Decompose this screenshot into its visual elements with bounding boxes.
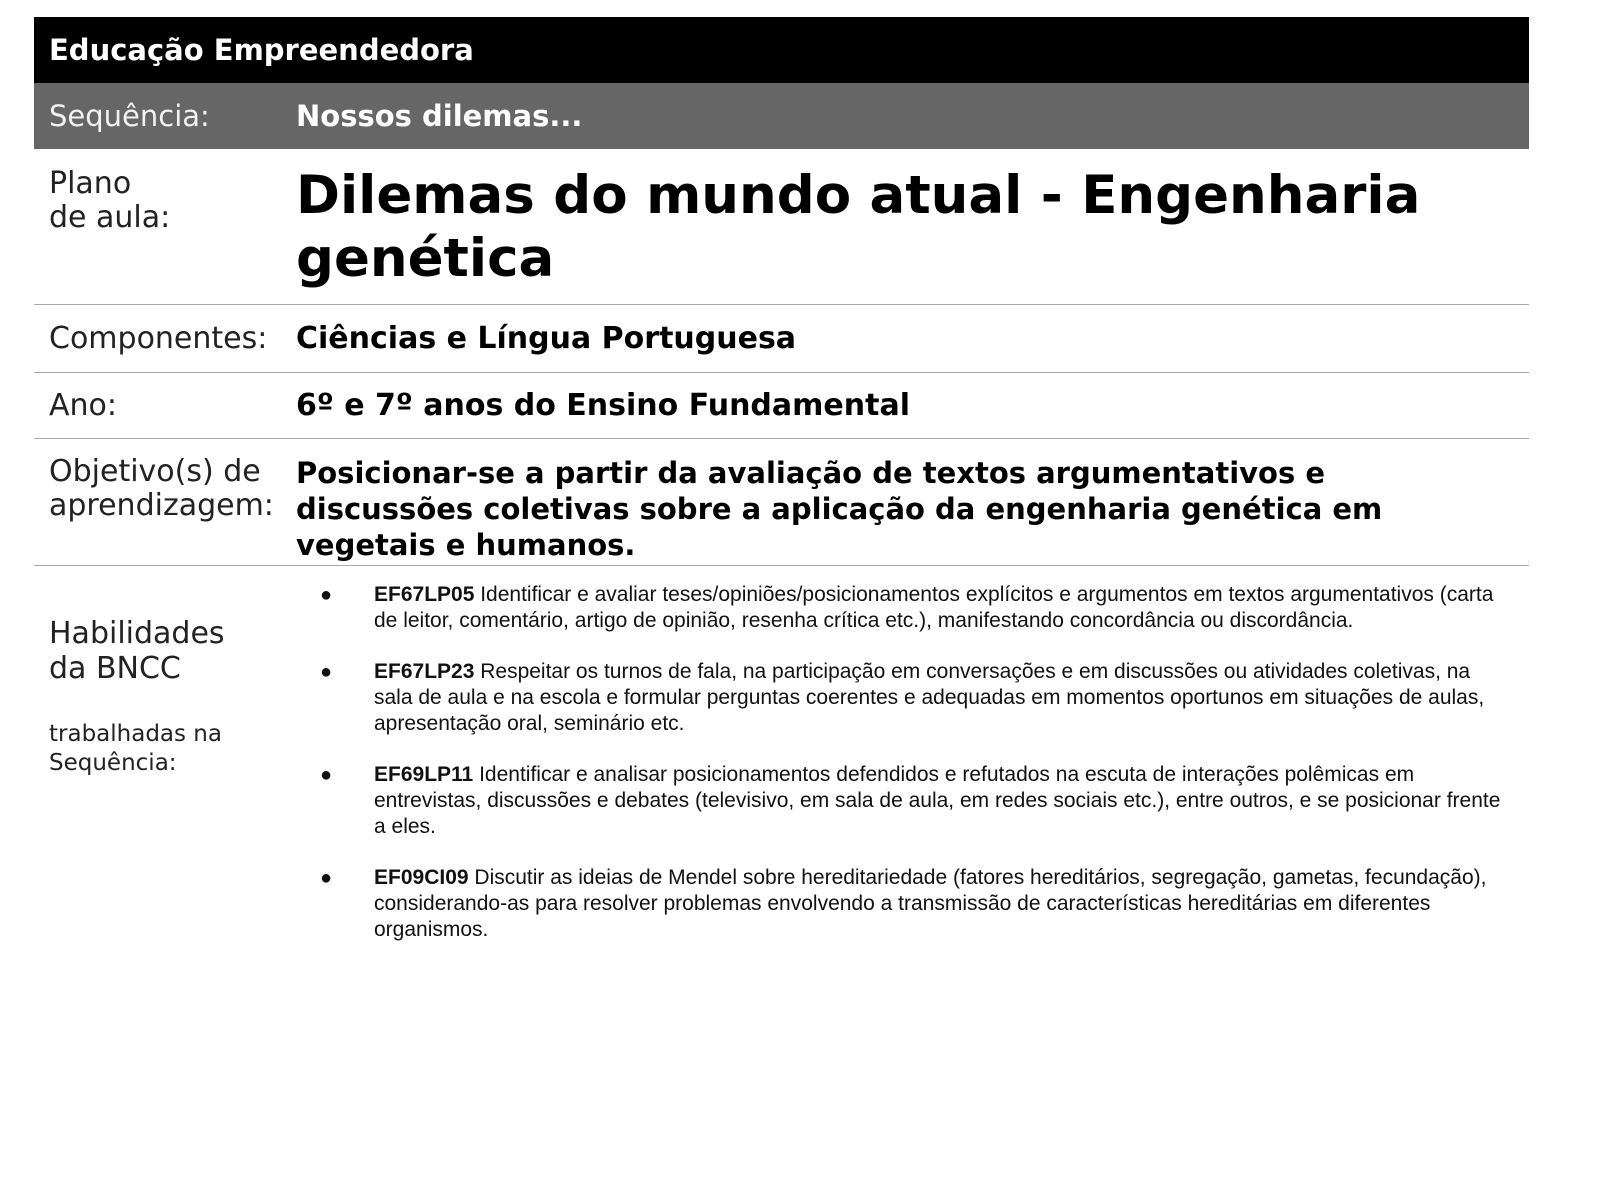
header-title: Educação Empreendedora [49,33,474,67]
list-item [296,582,1529,634]
skill-code: EF09CI09 [374,866,469,889]
skill-code: EF69LP11 [374,763,474,786]
habilidades-label [34,566,296,968]
skill-text: Identificar e avaliar teses/opiniões/posicionamentos explícitos e argumentos em textos argumentativos (carta de leitor, comentário, artigo de opinião, resenha crítica etc.), manifestando concordância ou discordância. [374,583,1494,632]
componentes-value: Ciências e Língua Portuguesa [296,320,797,356]
ano-row [34,373,1529,439]
skill-text: Respeitar os turnos de fala, na participação em conversações e em discussões ou atividades coletivas, na sala de aula e na escola e formular perguntas coerentes e adequadas em momentos oportunos em situações de aulas, apresentação oral, seminário etc. [374,660,1485,735]
skills-list [296,566,1529,968]
skill-text: Identificar e analisar posicionamentos defendidos e refutados na escuta de interações polêmicas em entrevistas, discussões e debates (televisivo, em sala de aula, em redes sociais etc.), entre outros, e se posicionar frente a eles. [374,763,1501,838]
skill-text: Discutir as ideias de Mendel sobre hereditariedade (fatores hereditários, segregação, gametas, fecundação), considerando-as para resolver problemas envolvendo a transmissão de características hereditárias em diferentes organismos. [374,866,1487,941]
habilidades-label-sub: trabalhadas na Sequência: [49,721,222,776]
habilidades-label-main: Habilidades da BNCC [49,616,225,686]
plano-label: Plano de aula: [49,166,171,235]
list-item [296,762,1529,840]
bullet-icon: ● [320,661,333,683]
bullet-icon: ● [320,764,333,786]
bullet-icon: ● [320,867,333,889]
ano-label: Ano: [49,387,117,423]
componentes-label: Componentes: [49,320,268,356]
sequence-label: Sequência: [49,99,210,133]
skill-code: EF67LP23 [374,660,475,683]
list-item [296,865,1529,943]
bullet-icon: ● [320,584,333,606]
skill-code: EF67LP05 [374,583,475,606]
plano-row [34,149,1529,305]
ano-value: 6º e 7º anos do Ensino Fundamental [296,387,910,423]
lesson-plan-sheet [34,17,1529,968]
objetivos-value: Posicionar-se a partir da avaliação de textos argumentativos e discussões coletivas sobre a aplicação da engenharia genética em vegetais e humanos. [296,456,1383,562]
componentes-row [34,305,1529,373]
sequence-bar [34,83,1529,149]
list-item [296,659,1529,737]
header-bar [34,17,1529,83]
sequence-value: Nossos dilemas... [296,99,583,133]
objetivos-row [34,439,1529,566]
habilidades-row [34,566,1529,968]
plano-title: Dilemas do mundo atual - Engenharia genética [296,165,1421,289]
objetivos-label: Objetivo(s) de aprendizagem: [49,454,274,523]
